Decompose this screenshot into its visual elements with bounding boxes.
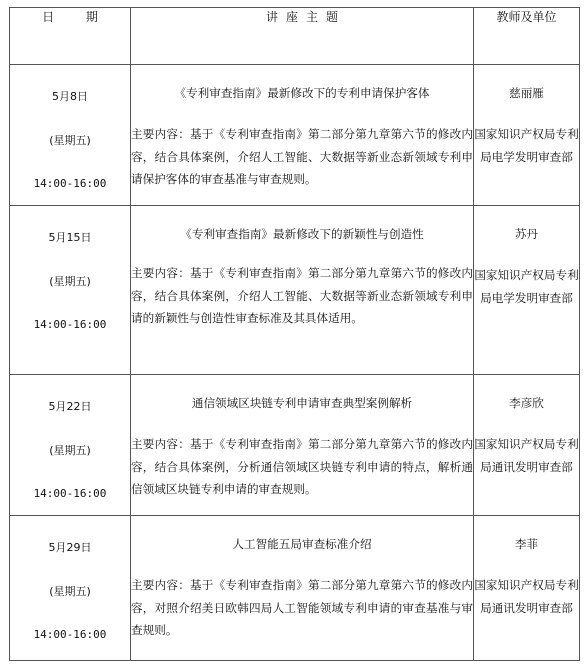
date-cell <box>10 65 131 206</box>
lecture-title: 《专利审查指南》最新修改下的专利申请保护客体 <box>174 86 430 100</box>
teacher-cell <box>474 516 580 661</box>
teacher-name: 慈丽雁 <box>509 86 544 100</box>
teacher-unit: 国家知识产权局专利局通讯发明审查部 <box>474 577 579 615</box>
table-row <box>10 516 580 661</box>
header-topic: 讲座主题 <box>131 8 474 65</box>
lecture-time: 14:00-16:00 <box>33 628 107 641</box>
teacher-unit: 国家知识产权局专利局通讯发明审查部 <box>474 436 579 474</box>
lecture-date: 5月8日 <box>52 90 88 103</box>
topic-cell <box>131 516 474 661</box>
topic-cell <box>131 375 474 516</box>
lecture-weekday: (星期五) <box>49 585 91 598</box>
lecture-schedule-table <box>9 7 580 661</box>
lecture-description: 主要内容：基于《专利审查指南》第二部分第九章第六节的修改内容，结合具体案例，分析通信领域区块链专利申请的特点，解析通信领域区块链专利申请的审查规则。 <box>131 436 473 497</box>
lecture-date: 5月22日 <box>48 400 92 413</box>
lecture-weekday: (星期五) <box>49 275 91 288</box>
teacher-cell <box>474 65 580 206</box>
lecture-time: 14:00-16:00 <box>33 318 107 331</box>
lecture-date: 5月15日 <box>48 231 92 244</box>
header-teacher: 教师及单位 <box>474 8 580 65</box>
teacher-name: 苏丹 <box>514 227 539 241</box>
lecture-title: 人工智能五局审查标准介绍 <box>232 537 372 551</box>
teacher-name: 李彦欣 <box>509 396 544 410</box>
lecture-description: 主要内容：基于《专利审查指南》第二部分第九章第六节的修改内容，对照介绍美日欧韩四局人工智能领域专利申请的审查基准与审查规则。 <box>131 577 473 638</box>
table-row <box>10 65 580 206</box>
lecture-description: 主要内容：基于《专利审查指南》第二部分第九章第六节的修改内容，结合具体案例，介绍人工智能、大数据等新业态新领域专利申请的新颖性与创造性审查标准及其具体适用。 <box>131 265 473 326</box>
date-cell <box>10 516 131 661</box>
lecture-date: 5月29日 <box>48 541 92 554</box>
header-date: 日 期 <box>10 8 131 65</box>
table-row <box>10 375 580 516</box>
table-row <box>10 206 580 375</box>
teacher-unit: 国家知识产权局专利局电学发明审查部 <box>474 126 579 164</box>
teacher-cell <box>474 375 580 516</box>
lecture-title: 《专利审查指南》最新修改下的新颖性与创造性 <box>180 227 424 241</box>
lecture-time: 14:00-16:00 <box>33 177 107 190</box>
date-cell <box>10 375 131 516</box>
topic-cell <box>131 65 474 206</box>
teacher-name: 李菲 <box>514 537 539 551</box>
lecture-description: 主要内容：基于《专利审查指南》第二部分第九章第六节的修改内容，结合具体案例，介绍人工智能、大数据等新业态新领域专利申请保护客体的审查基准与审查规则。 <box>131 126 473 187</box>
topic-cell <box>131 206 474 375</box>
lecture-weekday: (星期五) <box>49 444 91 457</box>
teacher-unit: 国家知识产权局专利局电学发明审查部 <box>474 267 579 305</box>
date-cell <box>10 206 131 375</box>
lecture-title: 通信领域区块链专利申请审查典型案例解析 <box>191 396 413 410</box>
lecture-time: 14:00-16:00 <box>33 487 107 500</box>
lecture-weekday: (星期五) <box>49 134 91 147</box>
teacher-cell <box>474 206 580 375</box>
table-header-row <box>10 8 580 65</box>
